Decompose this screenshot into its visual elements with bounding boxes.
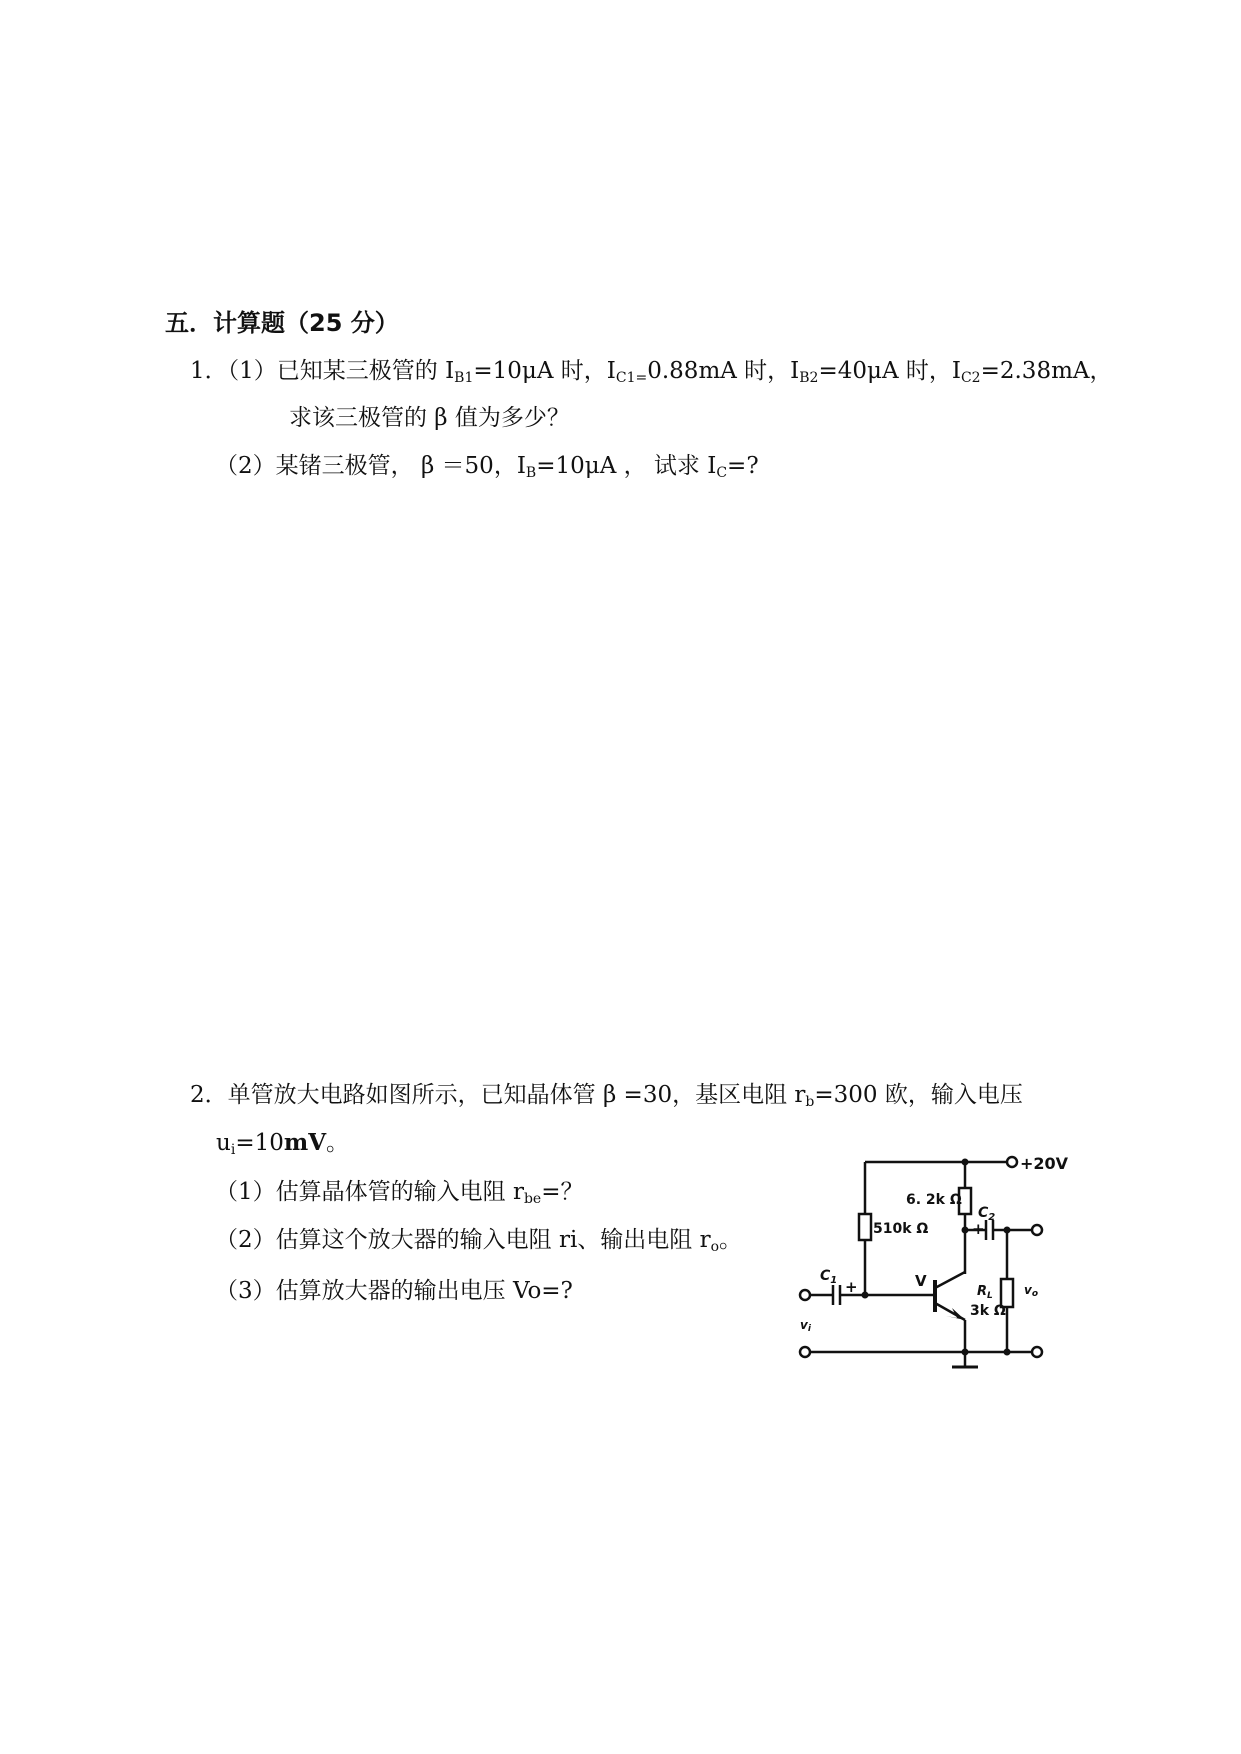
transistor-collector-lead <box>935 1272 965 1288</box>
vi-letter: v <box>800 1318 808 1332</box>
q1-sub-b: B <box>525 465 537 481</box>
rb-label: 510k Ω <box>873 1221 929 1237</box>
question-1-part-1-continued: 求该三极管的 β 值为多少？ <box>289 405 570 431</box>
q2-sub-b: b <box>805 1094 815 1110</box>
question-1-part-2 <box>215 451 759 481</box>
q1-text: =2.38mA， <box>980 358 1113 384</box>
q2-ui-sub: i <box>230 1142 236 1158</box>
rl-label <box>977 1284 993 1301</box>
junction-dot <box>962 1349 969 1356</box>
q1-part2-text: =10μA ， 试求 I <box>536 453 717 479</box>
q1-sub-c2: C2 <box>960 370 981 386</box>
input-terminal-top <box>800 1290 810 1300</box>
vo-letter: v <box>1024 1283 1032 1297</box>
q2-p2-text: （2）估算这个放大器的输入电阻 ri、输出电阻 r <box>215 1227 711 1253</box>
junction-dot <box>862 1292 869 1299</box>
input-terminal-bottom <box>800 1347 810 1357</box>
q1-part2-text: =? <box>727 453 759 479</box>
section-title: 五．计算题（25 分） <box>165 309 399 337</box>
amplifier-circuit-diagram <box>780 1152 1080 1402</box>
vo-sub: o <box>1031 1289 1039 1299</box>
q2-ui-unit: mV <box>283 1129 327 1156</box>
q1-sub-c: C <box>716 465 728 481</box>
q2-text: =300 欧，输入电压 <box>814 1082 1023 1108</box>
c1-plus-label: + <box>845 1278 858 1296</box>
q1-sub-b2: B2 <box>799 370 819 386</box>
q2-ui: u <box>216 1130 231 1156</box>
c1-label <box>820 1268 837 1286</box>
question-2-intro <box>190 1080 1023 1110</box>
c1-letter: C <box>820 1268 831 1284</box>
vcc-terminal <box>1007 1157 1017 1167</box>
question-2-number: 2． <box>190 1082 228 1108</box>
vi-sub: i <box>807 1324 811 1334</box>
q1-sub-b1: B1 <box>454 370 474 386</box>
question-2-part-1 <box>215 1177 583 1207</box>
rl-value-label: 3k Ω <box>970 1303 1006 1319</box>
junction-dot <box>1004 1349 1011 1356</box>
c2-letter: C <box>978 1205 989 1221</box>
q2-ui-end: 。 <box>326 1130 350 1156</box>
q2-ui-value: =10 <box>235 1130 284 1156</box>
q2-p2-sub: o <box>710 1239 720 1255</box>
vo-label <box>1024 1283 1038 1299</box>
q1-text: =40μA 时，I <box>818 358 961 384</box>
question-1-number: 1． <box>190 358 228 384</box>
question-2-input-voltage <box>216 1128 349 1158</box>
q2-text: 单管放大电路如图所示，已知晶体管 β =30，基区电阻 r <box>227 1082 806 1108</box>
question-1-part-1 <box>190 356 1113 386</box>
rl-letter: R <box>977 1284 988 1299</box>
q2-p1-text: =？ <box>541 1179 584 1205</box>
c2-sub: 2 <box>988 1212 996 1223</box>
question-2-part-3: （3）估算放大器的输出电压 Vo=? <box>215 1278 573 1304</box>
rc-label: 6. 2k Ω <box>906 1192 962 1208</box>
q2-p1-text: （1）估算晶体管的输入电阻 r <box>215 1179 524 1205</box>
q1-text: =10μA 时，I <box>473 358 616 384</box>
rb-resistor <box>859 1214 871 1240</box>
junction-dot <box>962 1159 969 1166</box>
junction-dot <box>1004 1227 1011 1234</box>
transistor-label: V <box>915 1272 927 1290</box>
q1-text: 0.88mA 时，I <box>647 358 800 384</box>
output-terminal-top <box>1032 1225 1042 1235</box>
junction-dot <box>962 1227 969 1234</box>
rl-sub: L <box>987 1291 993 1301</box>
vi-label <box>800 1318 812 1334</box>
c2-plus-label: + <box>972 1220 985 1238</box>
question-2-part-2 <box>215 1225 742 1255</box>
q1-part2-text: （2）某锗三极管， β ＝50，I <box>215 453 526 479</box>
output-terminal-bottom <box>1032 1347 1042 1357</box>
vcc-label: +20V <box>1020 1154 1069 1173</box>
q2-p1-sub: be <box>523 1191 542 1207</box>
q2-p2-text: 。 <box>719 1227 743 1253</box>
c1-sub: 1 <box>830 1275 838 1286</box>
q1-sub-c1: C1= <box>615 370 648 386</box>
q1-part1-text: （1）已知某三极管的 I <box>227 358 455 384</box>
